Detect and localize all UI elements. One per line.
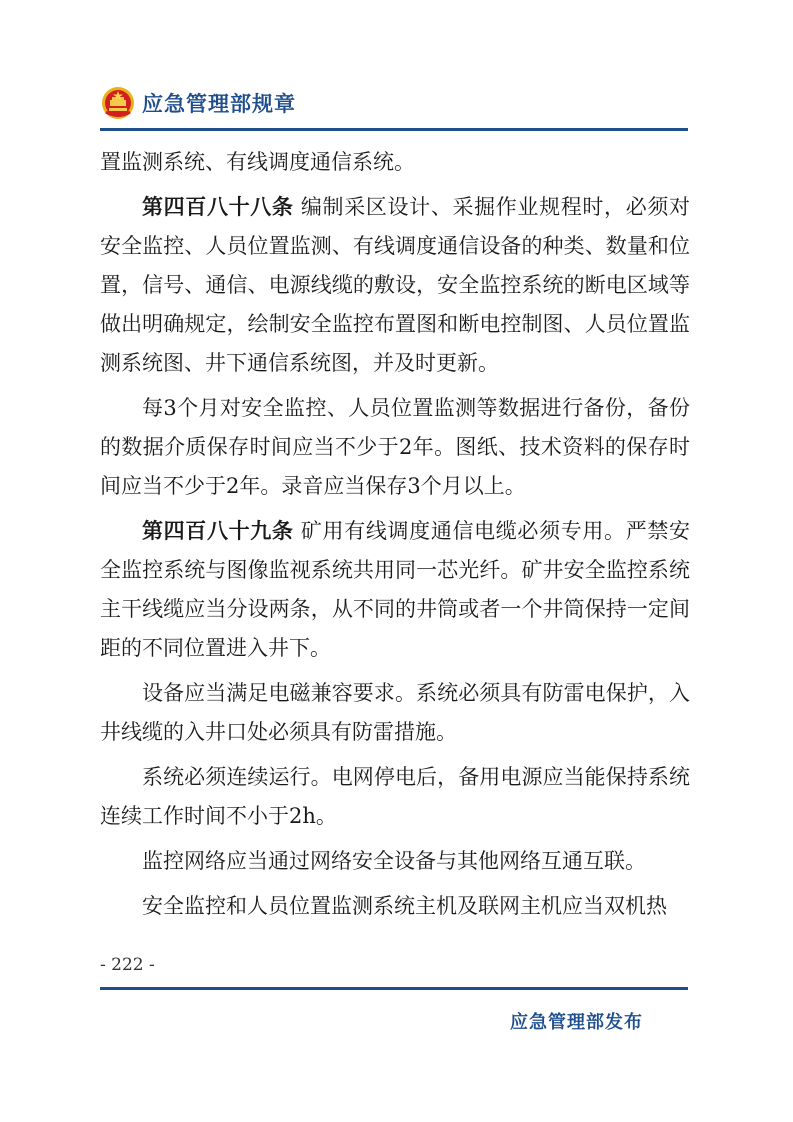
article-text: 矿用有线调度通信电缆必须专用。严禁安全监控系统与图像监视系统共用同一芯光纤。矿井安全监控系统主干线缆应当分设两条，从不同的井筒或者一个井筒保持一定间距的不同位置进入井下。	[100, 519, 690, 660]
header-title: 应急管理部规章	[142, 92, 296, 116]
footer-publisher: 应急管理部发布	[510, 1012, 643, 1033]
national-emblem-icon	[100, 85, 136, 121]
paragraph: 置监测系统、有线调度通信系统。	[100, 150, 415, 174]
article-488	[100, 188, 690, 383]
footer-divider	[100, 987, 688, 990]
article-489	[100, 512, 690, 668]
paragraph: 安全监控和人员位置监测系统主机及联网主机应当双机热	[142, 894, 667, 918]
article-number: 第四百八十八条	[142, 195, 294, 219]
paragraph: 监控网络应当通过网络安全设备与其他网络互通互联。	[142, 849, 646, 873]
article-text: 编制采区设计、采掘作业规程时，必须对安全监控、人员位置监测、有线调度通信设备的种类、数量和位置，信号、通信、电源线缆的敷设，安全监控系统的断电区域等做出明确规定，绘制安全监控布置图和断电控制图、人员位置监测系统图、井下通信系统图，并及时更新。	[100, 195, 690, 375]
paragraph: 每3个月对安全监控、人员位置监测等数据进行备份，备份的数据介质保存时间应当不少于2年。图纸、技术资料的保存时间应当不少于2年。录音应当保存3个月以上。	[100, 396, 690, 498]
page-number: - 222 -	[100, 955, 155, 975]
paragraph: 设备应当满足电磁兼容要求。系统必须具有防雷电保护，入井线缆的入井口处必须具有防雷措施。	[100, 681, 690, 744]
header-divider	[100, 128, 688, 131]
page-header	[100, 82, 296, 124]
document-body	[100, 143, 690, 926]
paragraph: 系统必须连续运行。电网停电后，备用电源应当能保持系统连续工作时间不小于2h。	[100, 765, 690, 828]
article-number: 第四百八十九条	[142, 519, 294, 543]
